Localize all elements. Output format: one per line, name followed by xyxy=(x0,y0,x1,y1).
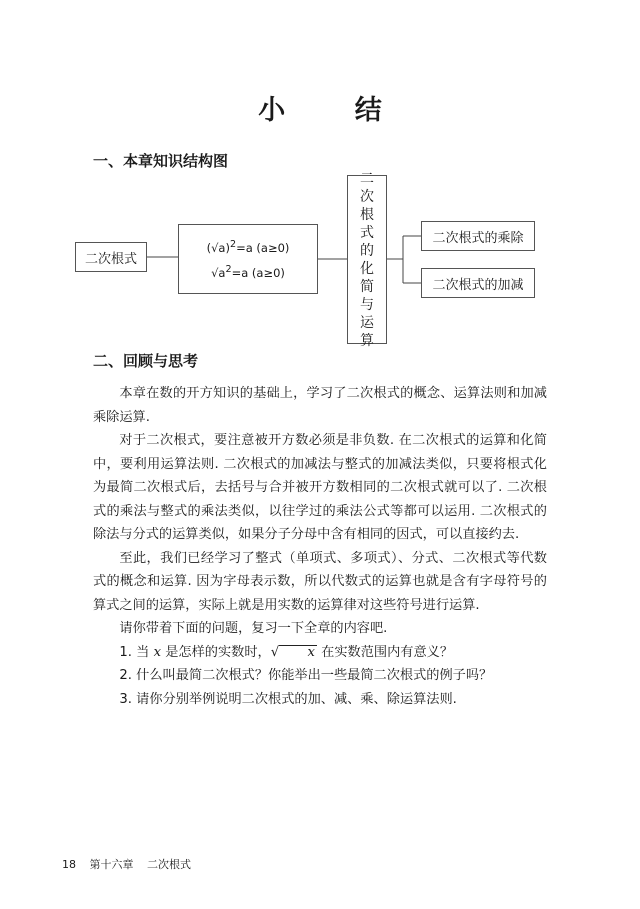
diagram-node-add-sub: 二次根式的加减 xyxy=(421,268,535,298)
section-heading-review: 二、回顾与思考 xyxy=(93,352,199,370)
diagram-node-simplify-operate: 二 次 根 式 的 化 简 与 运 算 xyxy=(347,175,387,344)
diagram-node-formulas xyxy=(178,224,318,294)
formula-line-1: $(√a)^2=a$ (a≥0) xyxy=(206,239,290,255)
page-number: 18 xyxy=(62,858,76,871)
paragraph-4: 请你带着下面的问题，复习一下全章的内容吧. xyxy=(119,621,388,636)
paragraph-3: 至此，我们已经学习了整式（单项式、多项式）、分式、二次根式等代数式的概念和运算. 因为字母表示数，所以代数式的运算也就是含有字母符号的算式之间的运算，实际上就是用实数的运算律对这些符号进行运算. xyxy=(93,550,547,613)
diagram-node-mul-div: 二次根式的乘除 xyxy=(421,221,535,251)
review-body xyxy=(93,382,547,711)
question-3: 3. 请你分别举例说明二次根式的加、减、乘、除运算法则. xyxy=(119,691,457,707)
formula-line-2: $√a^2=a$ (a≥0) xyxy=(211,264,285,280)
chapter-label: 第十六章 xyxy=(89,858,134,871)
paragraph-1: 本章在数的开方知识的基础上，学习了二次根式的概念、运算法则和加减乘除运算. xyxy=(93,386,547,425)
paragraph-2: 对于二次根式，要注意被开方数必须是非负数. 在二次根式的运算和化简中，要利用运算法则. 二次根式的加减法与整式的加减法类似，只要将根式化为最简二次根式后，去括号与合并被开方数相同的二次根式就可以了. 二次根式的乘法与整式的乘法类似，以往学过的乘法公式等都可以运用. 二次根式的除法与分式的运算类似，如果分子分母中含有相同的因式，可以直接约去. xyxy=(93,433,547,542)
chapter-title: 二次根式 xyxy=(147,858,191,871)
diagram-node-root-label: 二次根式 xyxy=(84,251,137,267)
question-2: 2. 什么叫最简二次根式？你能举出一些最简二次根式的例子吗？ xyxy=(119,668,493,683)
section-heading-structure: 一、本章知识结构图 xyxy=(93,152,229,170)
page-footer xyxy=(62,856,201,872)
question-1: 1. 当 x 是怎样的实数时，√ x 在实数范围内有意义？ xyxy=(119,644,454,660)
sqrt-x: x xyxy=(279,645,317,660)
page-title: 小 结 xyxy=(258,95,412,126)
diagram-node-root xyxy=(75,242,147,272)
